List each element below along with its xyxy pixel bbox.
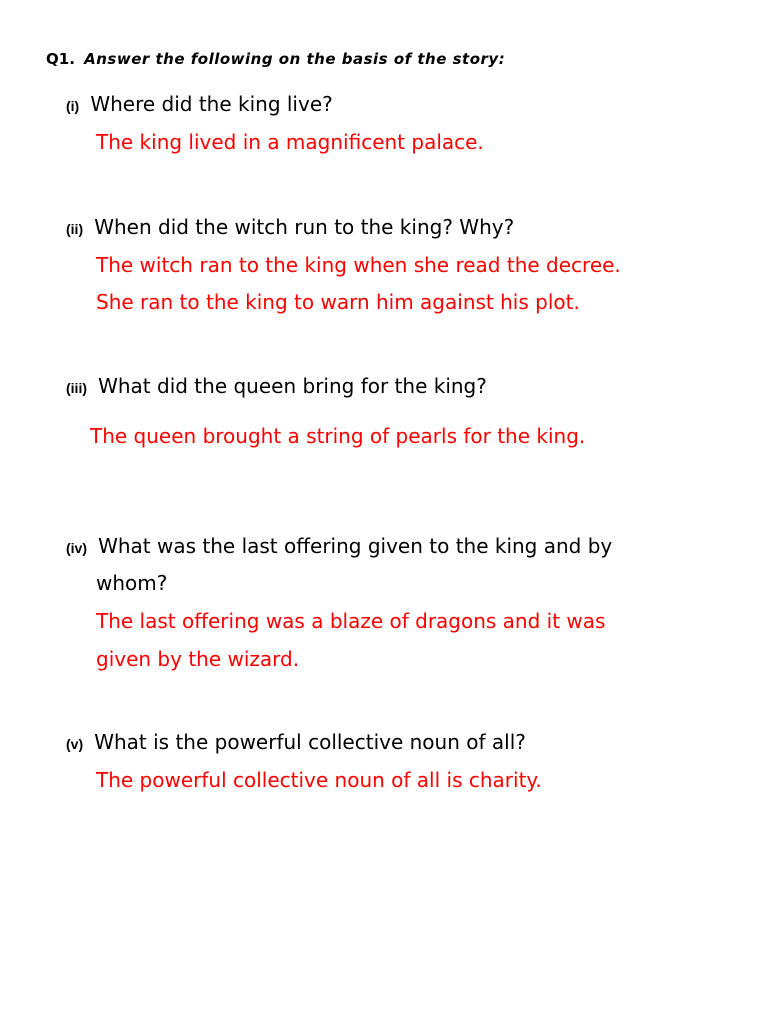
answer-iv-line-2: given by the wizard.	[96, 647, 300, 671]
worksheet-header	[46, 50, 505, 68]
question-text-i: Where did the king live?	[90, 92, 333, 116]
answer-iii-line-1: The queen brought a string of pearls for the king.	[90, 424, 586, 448]
item-number-v: (v)	[66, 736, 84, 752]
question-text-v: What is the powerful collective noun of all?	[94, 730, 526, 754]
question-iv	[66, 534, 612, 558]
answer-ii-line-1: The witch ran to the king when she read the decree.	[96, 253, 621, 277]
question-text-iii: What did the queen bring for the king?	[98, 374, 487, 398]
question-text-ii: When did the witch run to the king? Why?	[94, 215, 515, 239]
question-text-iv-line-2: whom?	[96, 571, 168, 595]
item-number-iii: (iii)	[66, 380, 87, 396]
instruction-text: Answer the following on the basis of the story:	[84, 50, 506, 68]
item-number-i: (i)	[66, 98, 80, 114]
answer-iv-line-1: The last offering was a blaze of dragons and it was	[96, 609, 606, 633]
answer-v-line-1: The powerful collective noun of all is charity.	[96, 768, 542, 792]
item-number-iv: (iv)	[66, 540, 87, 556]
answer-i-line-1: The king lived in a magnificent palace.	[96, 130, 484, 154]
question-number: Q1.	[46, 50, 75, 68]
question-iii	[66, 374, 487, 398]
question-i	[66, 92, 333, 116]
question-text-iv-line-1: What was the last offering given to the king and by	[98, 534, 613, 558]
item-number-ii: (ii)	[66, 221, 84, 237]
question-v	[66, 730, 526, 754]
question-ii	[66, 215, 514, 239]
answer-ii-line-2: She ran to the king to warn him against his plot.	[96, 290, 580, 314]
